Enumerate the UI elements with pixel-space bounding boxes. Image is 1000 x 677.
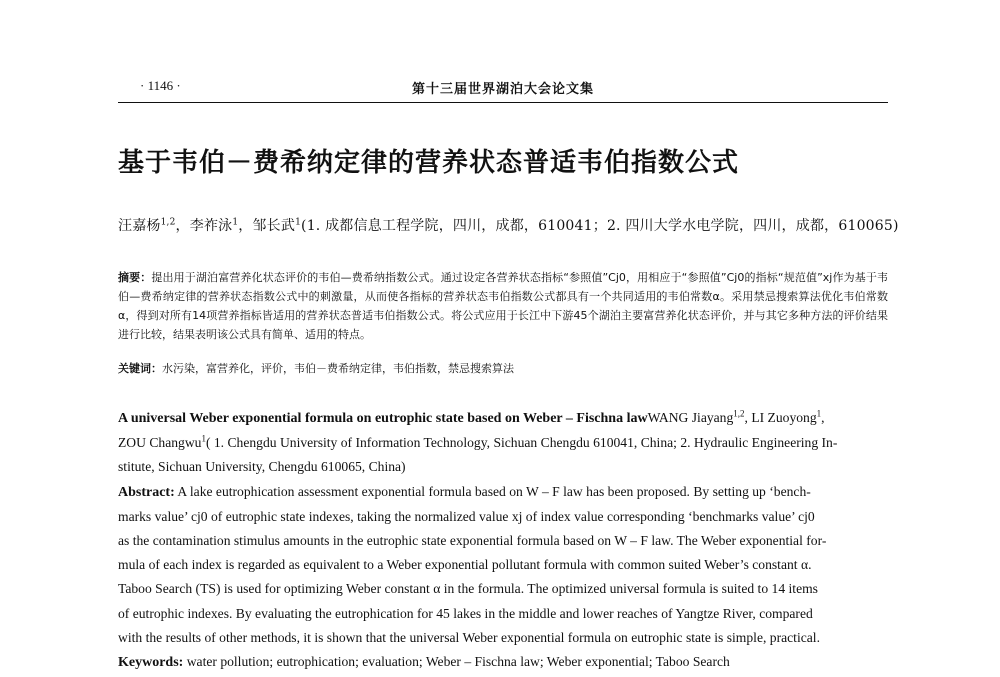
chinese-abstract-label: 摘要：	[118, 271, 152, 284]
separator-text: ,	[821, 410, 825, 425]
chinese-keywords	[118, 360, 888, 376]
english-abstract-line: marks value’ cj0 of eutrophic state indexes, taking the normalized value xj of index value corresponding ‘benchmarks value’ cj0	[118, 508, 815, 524]
author-affiliation-mark: 1	[816, 408, 822, 419]
english-title-authors-line	[118, 406, 888, 431]
chinese-authors	[118, 215, 899, 235]
english-authors-line	[118, 431, 888, 455]
english-abstract-line: of eutrophic indexes. By evaluating the eutrophication for 45 lakes in the middle and lower reaches of Yangtze River, compared	[118, 605, 813, 621]
author-name: 汪嘉杨	[118, 218, 161, 234]
author-name: ，李祚泳	[175, 218, 233, 234]
author-affiliation-mark: 1,2	[160, 217, 176, 228]
english-abstract-line	[118, 480, 888, 505]
author-affiliation-mark: 1	[232, 217, 239, 228]
author-affiliation-mark: 1,2	[733, 408, 745, 419]
page-header	[118, 76, 888, 103]
english-keywords-text: water pollution; eutrophication; evaluation; Weber – Fischna law; Weber exponential; Taboo Search	[183, 654, 730, 670]
author-name: ，邹长武	[238, 218, 296, 234]
english-author-name: , LI Zuoyong	[744, 410, 817, 425]
english-keywords-line	[118, 650, 888, 675]
english-affiliations: ( 1. Chengdu University of Information Technology, Sichuan Chengdu 610041, China; 2. Hydraulic Engineering In-	[205, 435, 838, 451]
english-abstract-line: with the results of other methods, it is shown that the universal Weber exponential formula on eutrophic state is simple, practical.	[118, 629, 820, 645]
chinese-title: 基于韦伯－费希纳定律的营养状态普适韦伯指数公式	[118, 148, 740, 178]
english-abstract-text: A lake eutrophication assessment exponential formula based on W – F law has been proposed. By setting up ‘bench-	[174, 483, 811, 499]
english-abstract-line: Taboo Search (TS) is used for optimizing Weber constant α in the formula. The optimized universal formula is suited to 14 items	[118, 581, 818, 597]
author-affiliation-mark: 1	[201, 433, 206, 444]
chinese-abstract	[118, 268, 888, 344]
english-author-name: WANG Jiayang	[647, 410, 734, 425]
author-affiliations: (1. 成都信息工程学院，四川，成都，610041；2. 四川大学水电学院，四川，成都，610065)	[301, 218, 899, 234]
english-title: A universal Weber exponential formula on eutrophic state based on Weber – Fischna law	[118, 411, 648, 426]
english-abstract-label: Abstract:	[118, 484, 175, 500]
author-affiliation-mark: 1	[295, 217, 302, 228]
english-abstract-line: mula of each index is regarded as equivalent to a Weber exponential pollutant formula with common suited Weber’s constant α.	[118, 557, 812, 573]
chinese-abstract-text: 提出用于湖泊富营养化状态评价的韦伯—费希纳指数公式。通过设定各营养状态指标“参照值”Cj0，用相应于“参照值”Cj0的指标“规范值”xj作为基于韦伯—费希纳定律的营养状态指数公式中的刺激量，从而使各指标的营养状态韦伯指数公式都具有一个共同适用的韦伯常数α。采用禁忌搜索算法优化韦伯常数α，得到对所有14项营养指标皆适用的营养状态普适韦伯指数公式。将公式应用于长江中下游45个湖泊主要富营养化状态评价，并与其它多种方法的评价结果进行比较，结果表明该公式具有简单、适用的特点。	[118, 271, 889, 341]
running-title: 第十三届世界湖泊大会论文集	[411, 82, 594, 97]
chinese-keywords-label: 关键词：	[118, 362, 162, 375]
english-author-name: ZOU Changwu	[118, 435, 202, 451]
chinese-keywords-text: 水污染，富营养化，评价，韦伯－费希纳定律，韦伯指数，禁忌搜索算法	[162, 362, 514, 375]
page-number: · 1146 ·	[140, 78, 181, 93]
english-affiliations-line: stitute, Sichuan University, Chengdu 610065, China)	[118, 459, 406, 475]
english-keywords-label: Keywords:	[118, 655, 184, 671]
english-abstract-line: as the contamination stimulus amounts in the eutrophic state exponential formula based on W – F law. The Weber exponential for-	[118, 533, 827, 549]
english-section	[118, 406, 888, 675]
